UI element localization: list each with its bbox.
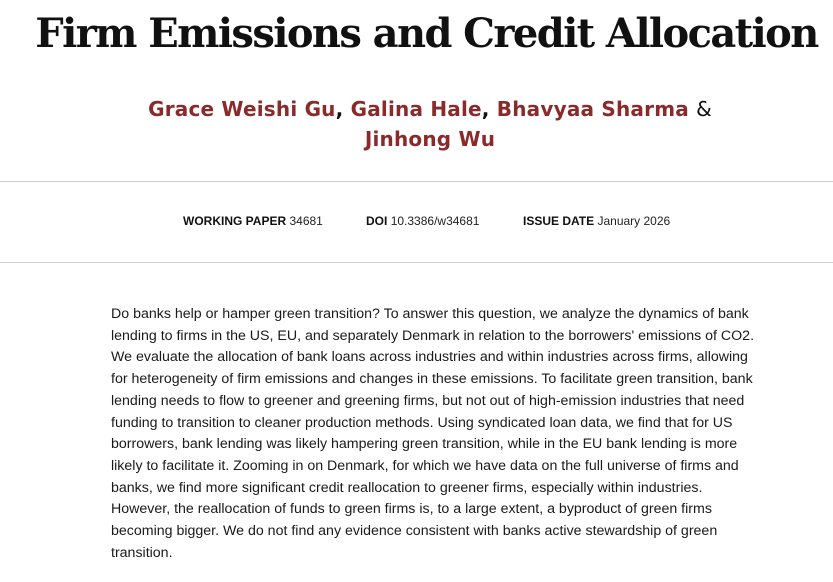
author-link-wu[interactable]: Jinhong Wu bbox=[364, 127, 496, 151]
issue-date-value: January 2026 bbox=[597, 214, 671, 228]
author-separator: , bbox=[335, 97, 344, 121]
author-separator: , bbox=[481, 97, 490, 121]
author-link-sharma[interactable]: Bhavyaa Sharma bbox=[496, 97, 689, 121]
doi-label: DOI bbox=[366, 214, 388, 228]
author-link-gu[interactable]: Grace Weishi Gu bbox=[148, 97, 336, 121]
working-paper-value: 34681 bbox=[289, 214, 323, 228]
working-paper-number bbox=[183, 214, 323, 228]
doi-value[interactable]: 10.3386/w34681 bbox=[390, 214, 480, 228]
issue-date-label: ISSUE DATE bbox=[523, 214, 595, 228]
author-link-hale[interactable]: Galina Hale bbox=[350, 97, 482, 121]
paper-title: Firm Emissions and Credit Allocation bbox=[35, 10, 818, 57]
divider-top bbox=[0, 181, 833, 182]
doi bbox=[366, 214, 479, 228]
working-paper-label: WORKING PAPER bbox=[183, 214, 287, 228]
author-ampersand: & bbox=[696, 97, 712, 121]
author-list bbox=[130, 94, 730, 154]
issue-date bbox=[523, 214, 670, 228]
abstract-text: Do banks help or hamper green transition? To answer this question, we analyze the dynamics of bank lending to firms in the US, EU, and separately Denmark in relation to the borrowers' emissions of CO2. We evaluate the allocation of bank loans across industries and within industries across firms, allowing for heterogeneity of firm emissions and changes in these emissions. To facilitate green transition, bank lending needs to flow to greener and greening firms, but not out of high-emission industries that need funding to transition to cleaner production methods. Using syndicated loan data, we find that for US borrowers, bank lending was likely hampering green transition, while in the EU bank lending is more likely to facilitate it. Zooming in on Denmark, for which we have data on the full universe of firms and banks, we find more significant credit reallocation to greener firms, especially within industries. However, the reallocation of funds to green firms is, to a large extent, a byproduct of green firms becoming bigger. We do not find any evidence consistent with banks active stewardship of green transition. bbox=[111, 306, 755, 561]
divider-bottom bbox=[0, 262, 833, 263]
